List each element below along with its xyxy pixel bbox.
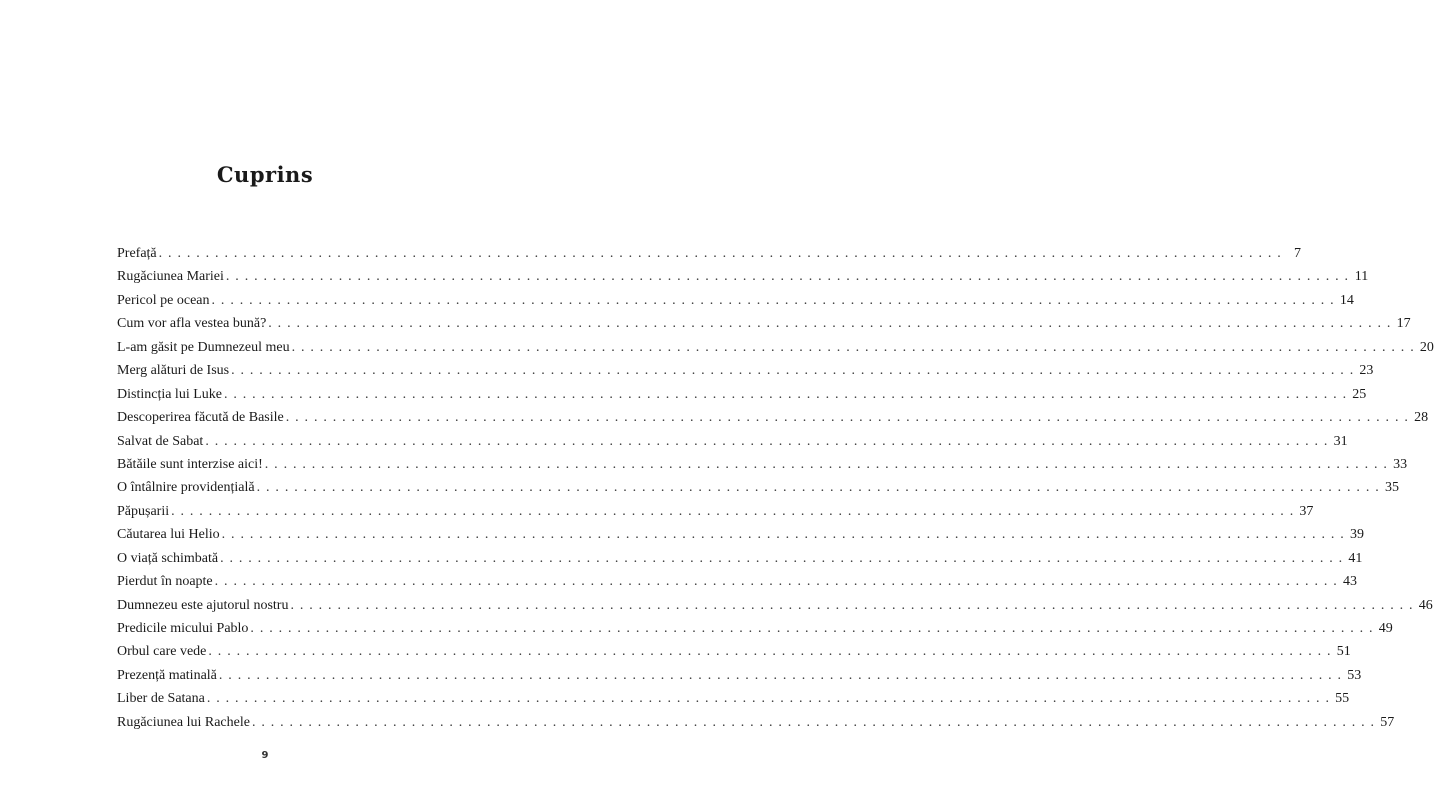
toc-entry-page: 37: [1299, 503, 1314, 519]
toc-entry[interactable]: [117, 316, 1411, 339]
dot-leader: . . . . . . . . . . . . . . . . . . . . . . . . . . . . . . . . . . . . . . . . . . . . . . . . . . . . . . . . . . . . . . . . . . . . . . . . . . . . . . . . . . . . . . . . . . . . . . . . . . . . . . . . . . . . . . . . . . . . . . . .: [231, 363, 1355, 379]
toc-entry-title: Păpușarii: [117, 503, 170, 519]
dot-leader: . . . . . . . . . . . . . . . . . . . . . . . . . . . . . . . . . . . . . . . . . . . . . . . . . . . . . . . . . . . . . . . . . . . . . . . . . . . . . . . . . . . . . . . . . . . . . . . . . . . . . . . . . . . . . . . . . . . . . . . .: [218, 667, 1343, 683]
toc-entry-page: 33: [1393, 456, 1408, 472]
toc-entry-title: Căutarea lui Helio: [117, 527, 220, 543]
dot-leader: . . . . . . . . . . . . . . . . . . . . . . . . . . . . . . . . . . . . . . . . . . . . . . . . . . . . . . . . . . . . . . . . . . . . . . . . . . . . . . . . . . . . . . . . . . . . . . . . . . . . . . . . . . . . . . . . . . . . . . . .: [221, 527, 1345, 543]
toc-entry[interactable]: [117, 644, 1351, 667]
toc-entry-page: 57: [1380, 714, 1395, 730]
dot-leader: . . . . . . . . . . . . . . . . . . . . . . . . . . . . . . . . . . . . . . . . . . . . . . . . . . . . . . . . . . . . . . . . . . . . . . . . . . . . . . . . . . . . . . . . . . . . . . . . . . . . . . . . . . . . . . . . . . . . . . . .: [205, 433, 1329, 449]
dot-leader: . . . . . . . . . . . . . . . . . . . . . . . . . . . . . . . . . . . . . . . . . . . . . . . . . . . . . . . . . . . . . . . . . . . . . . . . . . . . . . . . . . . . . . . . . . . . . . . . . . . . . . . . . . . . . . . . . . . . . . . .: [214, 574, 1338, 590]
toc-entry[interactable]: [117, 433, 1348, 457]
toc-entry-title: O întâlnire providențială: [117, 480, 255, 496]
toc-entry-title: Orbul care vede: [117, 644, 207, 660]
dot-leader: . . . . . . . . . . . . . . . . . . . . . . . . . . . . . . . . . . . . . . . . . . . . . . . . . . . . . . . . . . . . . . . . . . . . . . . . . . . . . . . . . . . . . . . . . . . . . . . . . . . . . . . . . . . . . . . . . . . . . . . .: [206, 691, 1331, 707]
toc-entry-page: 43: [1342, 574, 1357, 590]
dot-leader: . . . . . . . . . . . . . . . . . . . . . . . . . . . . . . . . . . . . . . . . . . . . . . . . . . . . . . . . . . . . . . . . . . . . . . . . . . . . . . . . . . . . . . . . . . . . . . . . . . . . . . . . . . . . . . . . . . . . . . . .: [250, 621, 1374, 636]
toc-entry-title: Prezență matinală: [117, 667, 217, 683]
toc-entry-title: Predicile micului Pablo: [117, 621, 249, 636]
toc-entry[interactable]: [117, 363, 1374, 386]
toc-entry-page: 28: [1414, 410, 1429, 426]
toc-entry[interactable]: [117, 386, 1367, 410]
toc-entry-page: 7: [1293, 246, 1301, 261]
toc-entry[interactable]: [117, 292, 1354, 316]
dot-leader: . . . . . . . . . . . . . . . . . . . . . . . . . . . . . . . . . . . . . . . . . . . . . . . . . . . . . . . . . . . . . . . . . . . . . . . . . . . . . . . . . . . . . . . . . . . . . . . . . . . . . . . . . . . . . . . . . . . . . . . .: [220, 550, 1344, 566]
dot-leader: . . . . . . . . . . . . . . . . . . . . . . . . . . . . . . . . . . . . . . . . . . . . . . . . . . . . . . . . . . . . . . . . . . . . . . . . . . . . . . . . . . . . . . . . . . . . . . . . . . . . . . . . . . . . . . . . . . . . . . . .: [256, 480, 1380, 496]
page-title: Cuprins: [216, 162, 314, 188]
toc-entry-title: Liber de Satana: [117, 691, 205, 707]
toc-entry[interactable]: [117, 621, 1393, 644]
toc-entry[interactable]: [117, 503, 1314, 527]
toc-entry-page: 51: [1336, 644, 1351, 660]
toc-entry-title: L-am găsit pe Dumnezeul meu: [117, 339, 290, 355]
toc-entry[interactable]: [117, 339, 1434, 363]
toc-entry-title: O viață schimbată: [117, 550, 219, 566]
toc-entry[interactable]: [117, 410, 1429, 433]
page-number: 9: [261, 750, 269, 761]
dot-leader: . . . . . . . . . . . . . . . . . . . . . . . . . . . . . . . . . . . . . . . . . . . . . . . . . . . . . . . . . . . . . . . . . . . . . . . . . . . . . . . . . . . . . . . . . . . . . . . . . . . . . . . . . . . . . . . . . . . . . . . .: [208, 644, 1332, 660]
toc-entry-title: Rugăciunea lui Rachele: [117, 714, 250, 730]
dot-leader: . . . . . . . . . . . . . . . . . . . . . . . . . . . . . . . . . . . . . . . . . . . . . . . . . . . . . . . . . . . . . . . . . . . . . . . . . . . . . . . . . . . . . . . . . . . . . . . . . . . . . . . . . . . . . . . . . . . . . . . .: [211, 292, 1335, 308]
toc-entry-title: Merg alături de Isus: [117, 363, 230, 379]
table-of-contents: [117, 246, 1434, 738]
toc-entry-page: 49: [1378, 621, 1393, 636]
toc-entry-page: 11: [1354, 269, 1369, 285]
toc-entry-title: Bătăile sunt interzise aici!: [117, 456, 263, 472]
toc-entry-page: 35: [1384, 480, 1399, 496]
toc-entry-page: 41: [1348, 550, 1363, 566]
toc-entry[interactable]: [117, 667, 1362, 691]
toc-entry-title: Salvat de Sabat: [117, 433, 204, 449]
dot-leader: . . . . . . . . . . . . . . . . . . . . . . . . . . . . . . . . . . . . . . . . . . . . . . . . . . . . . . . . . . . . . . . . . . . . . . . . . . . . . . . . . . . . . . . . . . . . . . . . . . . . . . . . . . . . . . . . . . . . . . . .: [264, 456, 1389, 472]
toc-entry-page: 31: [1333, 433, 1348, 449]
dot-leader: . . . . . . . . . . . . . . . . . . . . . . . . . . . . . . . . . . . . . . . . . . . . . . . . . . . . . . . . . . . . . . . . . . . . . . . . . . . . . . . . . . . . . . . . . . . . . . . . . . . . . . . . . . . . . . . . . . . . . . . .: [268, 316, 1392, 332]
dot-leader: . . . . . . . . . . . . . . . . . . . . . . . . . . . . . . . . . . . . . . . . . . . . . . . . . . . . . . . . . . . . . . . . . . . . . . . . . . . . . . . . . . . . . . . . . . . . . . . . . . . . . . . . . . . . . . . . . . . . . . . .: [223, 386, 1348, 402]
toc-entry[interactable]: [117, 714, 1395, 738]
toc-entry[interactable]: [117, 574, 1357, 597]
toc-entry-title: Rugăciunea Mariei: [117, 269, 224, 285]
toc-entry-page: 25: [1352, 386, 1367, 402]
toc-entry-page: 39: [1349, 527, 1364, 543]
toc-entry-page: 53: [1347, 667, 1362, 683]
toc-entry-page: 14: [1339, 292, 1354, 308]
dot-leader: . . . . . . . . . . . . . . . . . . . . . . . . . . . . . . . . . . . . . . . . . . . . . . . . . . . . . . . . . . . . . . . . . . . . . . . . . . . . . . . . . . . . . . . . . . . . . . . . . . . . . . . . . . . . . . . . . . . . . . . .: [171, 503, 1295, 519]
toc-entry-page: 17: [1396, 316, 1411, 332]
toc-entry-title: Prefață: [117, 246, 157, 261]
toc-entry[interactable]: [117, 456, 1408, 480]
toc-entry-title: Distincția lui Luke: [117, 386, 222, 402]
toc-entry-title: Descoperirea făcută de Basile: [117, 410, 284, 426]
toc-entry-title: Pericol pe ocean: [117, 292, 210, 308]
toc-entry[interactable]: [117, 691, 1350, 714]
toc-entry[interactable]: [117, 246, 1301, 269]
dot-leader: . . . . . . . . . . . . . . . . . . . . . . . . . . . . . . . . . . . . . . . . . . . . . . . . . . . . . . . . . . . . . . . . . . . . . . . . . . . . . . . . . . . . . . . . . . . . . . . . . . . . . . . . . . . . . . . . . . . . . . . .: [285, 410, 1410, 426]
toc-entry-title: Cum vor afla vestea bună?: [117, 316, 267, 332]
toc-entry[interactable]: [117, 597, 1433, 621]
toc-entry-page: 20: [1419, 339, 1434, 355]
toc-entry-page: 46: [1418, 597, 1433, 613]
dot-leader: . . . . . . . . . . . . . . . . . . . . . . . . . . . . . . . . . . . . . . . . . . . . . . . . . . . . . . . . . . . . . . . . . . . . . . . . . . . . . . . . . . . . . . . . . . . . . . . . . . . . . . . . . . . . . . . . . . . . . . . .: [290, 597, 1414, 613]
toc-entry[interactable]: [117, 550, 1363, 574]
dot-leader: . . . . . . . . . . . . . . . . . . . . . . . . . . . . . . . . . . . . . . . . . . . . . . . . . . . . . . . . . . . . . . . . . . . . . . . . . . . . . . . . . . . . . . . . . . . . . . . . . . . . . . . . . . . . . . . . . . . . . . . .: [158, 246, 1282, 261]
toc-entry-title: Dumnezeu este ajutorul nostru: [117, 597, 289, 613]
toc-entry[interactable]: [117, 269, 1369, 292]
toc-entry-page: 55: [1335, 691, 1350, 707]
dot-leader: . . . . . . . . . . . . . . . . . . . . . . . . . . . . . . . . . . . . . . . . . . . . . . . . . . . . . . . . . . . . . . . . . . . . . . . . . . . . . . . . . . . . . . . . . . . . . . . . . . . . . . . . . . . . . . . . . . . . . . . .: [251, 714, 1376, 730]
dot-leader: . . . . . . . . . . . . . . . . . . . . . . . . . . . . . . . . . . . . . . . . . . . . . . . . . . . . . . . . . . . . . . . . . . . . . . . . . . . . . . . . . . . . . . . . . . . . . . . . . . . . . . . . . . . . . . . . . . . . . . . .: [225, 269, 1350, 285]
toc-entry[interactable]: [117, 480, 1399, 503]
toc-entry-page: 23: [1359, 363, 1374, 379]
toc-entry[interactable]: [117, 527, 1364, 550]
dot-leader: . . . . . . . . . . . . . . . . . . . . . . . . . . . . . . . . . . . . . . . . . . . . . . . . . . . . . . . . . . . . . . . . . . . . . . . . . . . . . . . . . . . . . . . . . . . . . . . . . . . . . . . . . . . . . . . . . . . . . . . .: [291, 339, 1415, 355]
toc-entry-title: Pierdut în noapte: [117, 574, 213, 590]
